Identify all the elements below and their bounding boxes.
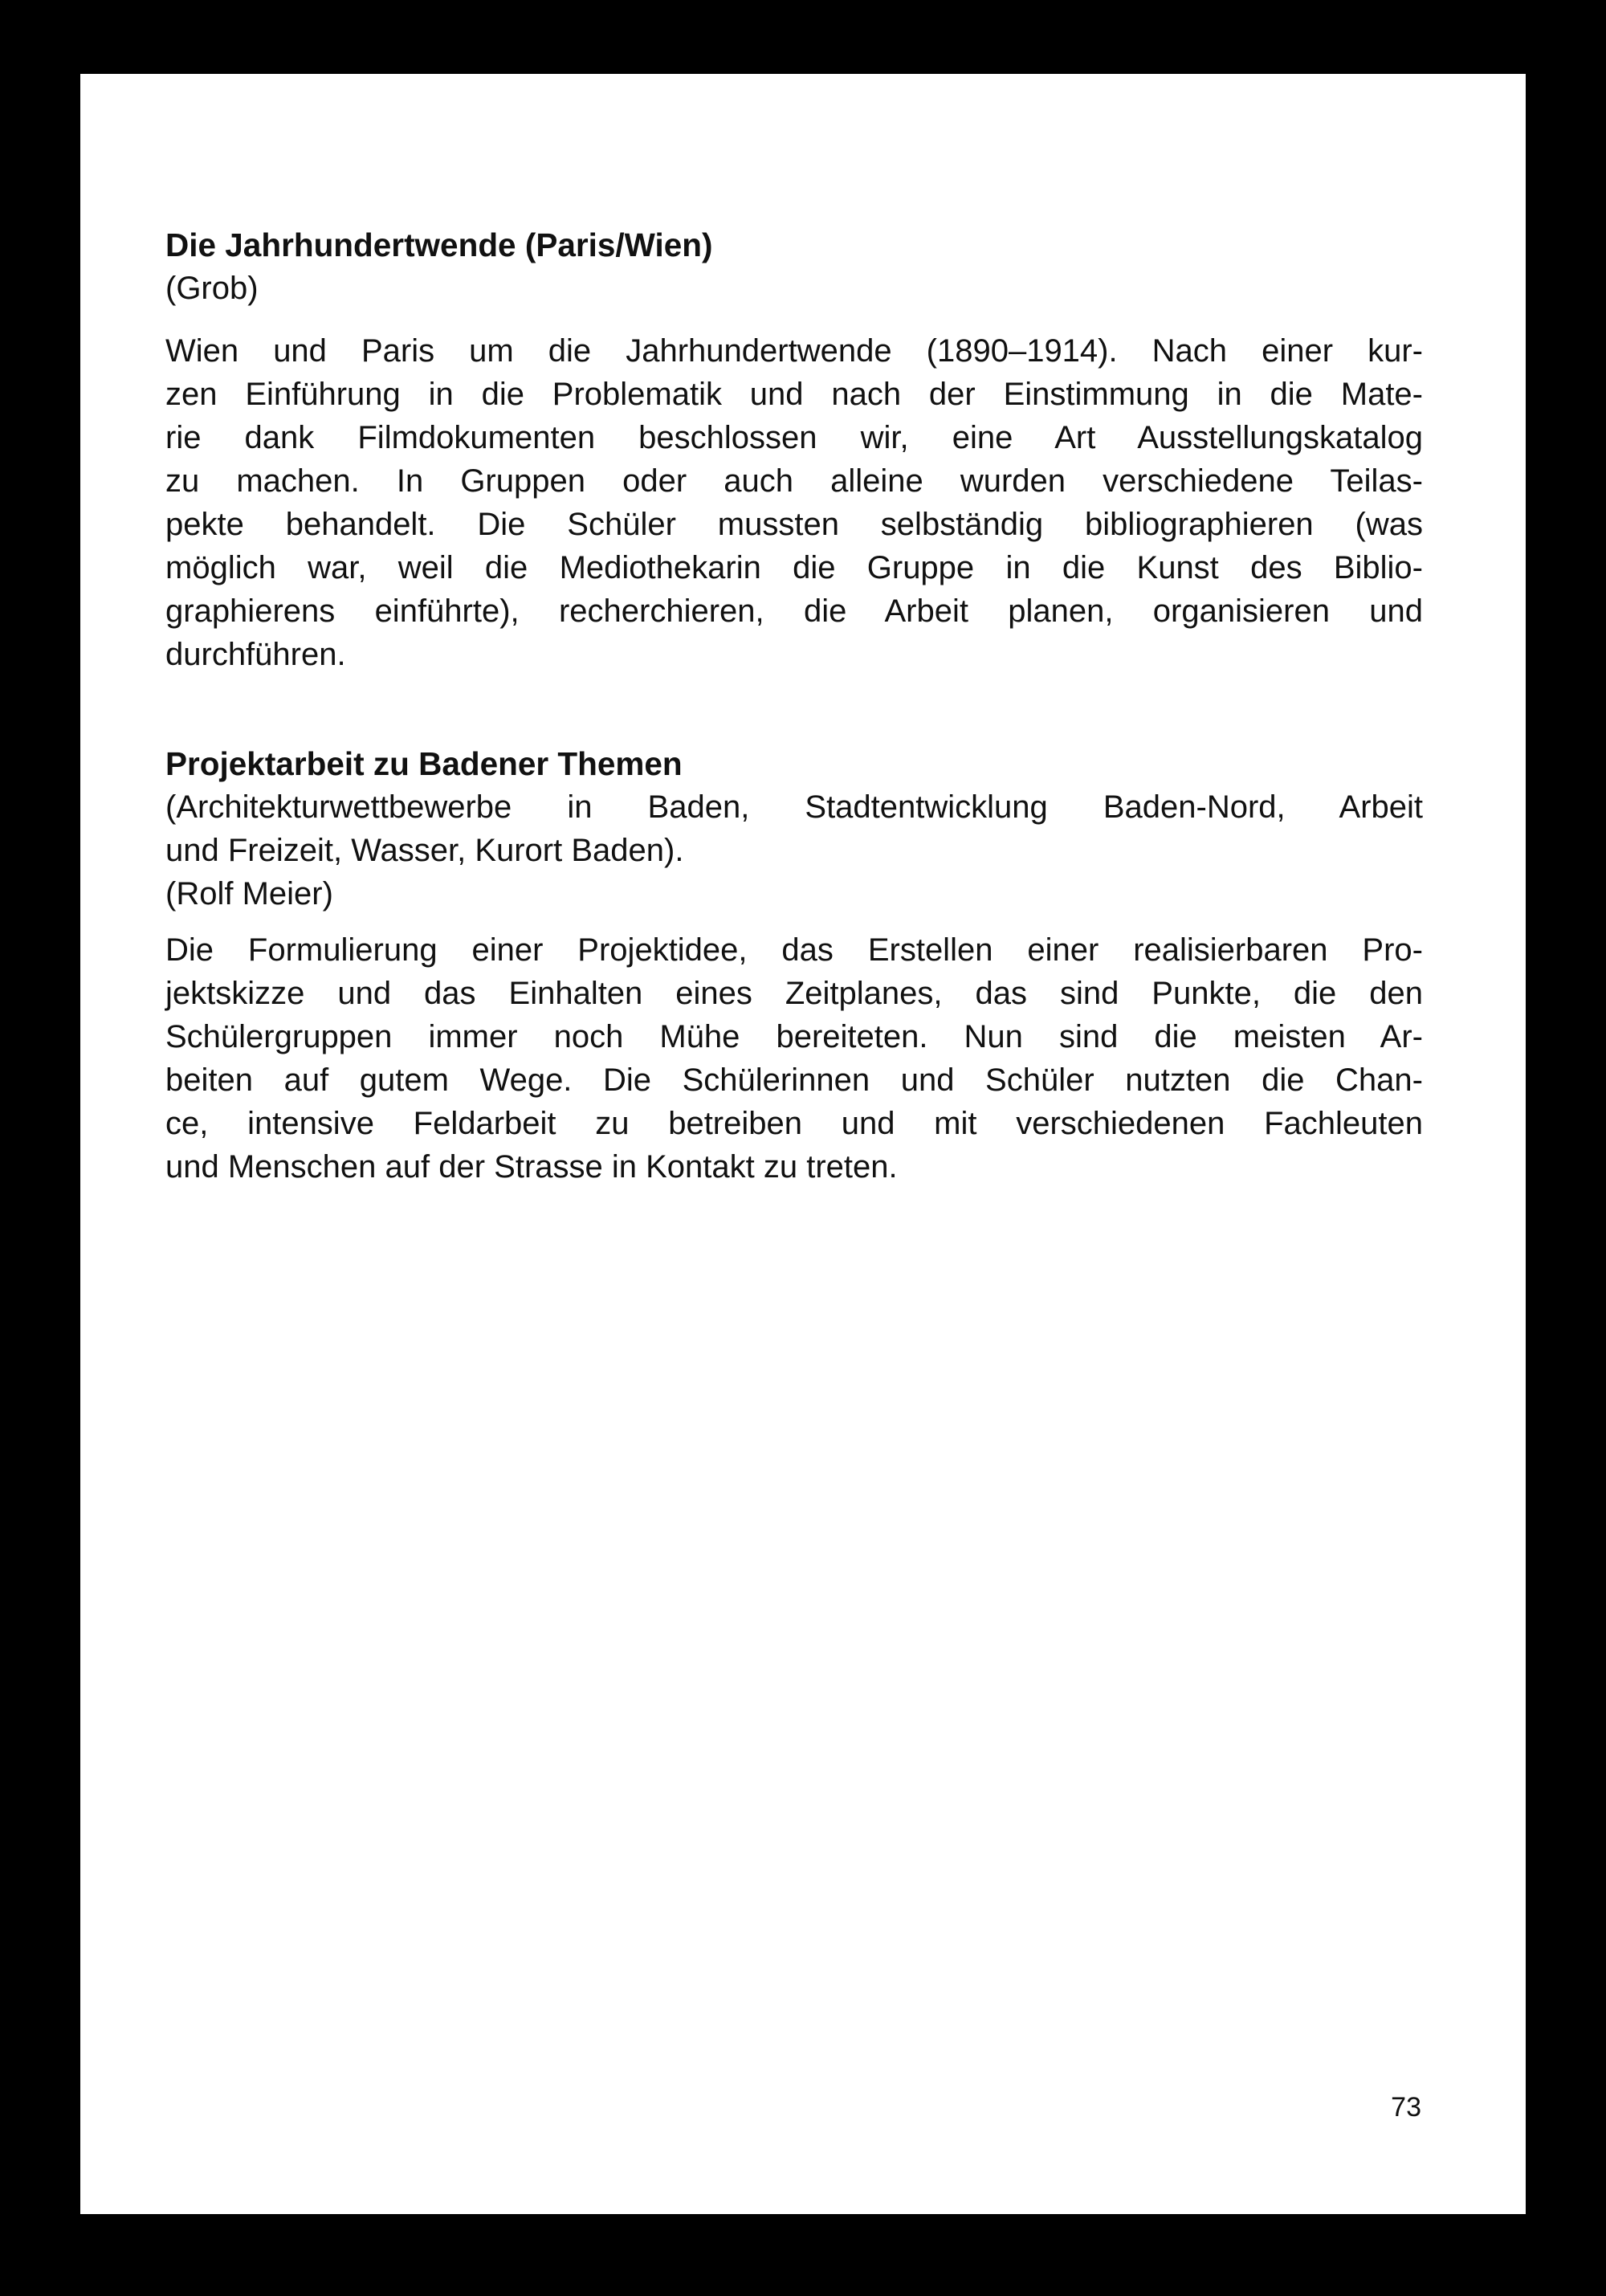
body-line: und Menschen auf der Strasse in Kontakt zu treten. bbox=[165, 1149, 898, 1185]
body-line: pekte behandelt. Die Schüler mussten selbständig bibliographieren (was bbox=[165, 507, 1423, 542]
body-line: Die Formulierung einer Projektidee, das Erstellen einer realisierbaren Pro- bbox=[165, 932, 1423, 968]
section-author: (Grob) bbox=[165, 271, 259, 306]
section-jahrhundertwende bbox=[165, 223, 1423, 676]
section-heading: Projektarbeit zu Badener Themen bbox=[165, 745, 683, 782]
section-subtitle-line: (Architekturwettbewerbe in Baden, Stadtentwicklung Baden-Nord, Arbeit bbox=[165, 789, 1423, 825]
section-subtitle-line: und Freizeit, Wasser, Kurort Baden). bbox=[165, 833, 684, 868]
body-line: zen Einführung in die Problematik und nach der Einstimmung in die Mate- bbox=[165, 377, 1423, 412]
section-heading: Die Jahrhundertwende (Paris/Wien) bbox=[165, 226, 713, 263]
section-body bbox=[165, 928, 1423, 1189]
section-author: (Rolf Meier) bbox=[165, 876, 333, 911]
body-line: graphierens einführte), recherchieren, die Arbeit planen, organisieren und bbox=[165, 593, 1423, 629]
body-line: ce, intensive Feldarbeit zu betreiben und mit verschiedenen Fachleuten bbox=[165, 1106, 1423, 1141]
document-page bbox=[80, 74, 1526, 2214]
body-line: möglich war, weil die Mediothekarin die Gruppe in die Kunst des Biblio- bbox=[165, 550, 1423, 585]
body-line: Schülergruppen immer noch Mühe bereiteten. Nun sind die meisten Ar- bbox=[165, 1019, 1423, 1054]
body-line: beiten auf gutem Wege. Die Schülerinnen und Schüler nutzten die Chan- bbox=[165, 1062, 1423, 1098]
body-line: zu machen. In Gruppen oder auch alleine wurden verschiedene Teilas- bbox=[165, 463, 1423, 499]
body-line: rie dank Filmdokumenten beschlossen wir, eine Art Ausstellungskatalog bbox=[165, 420, 1423, 455]
body-line: Wien und Paris um die Jahrhundertwende (1890–1914). Nach einer kur- bbox=[165, 333, 1423, 369]
page-number: 73 bbox=[1391, 2092, 1421, 2123]
section-body bbox=[165, 329, 1423, 676]
body-line: durchführen. bbox=[165, 637, 346, 672]
body-line: jektskizze und das Einhalten eines Zeitplanes, das sind Punkte, die den bbox=[165, 976, 1423, 1011]
section-badener-themen bbox=[165, 742, 1423, 1189]
